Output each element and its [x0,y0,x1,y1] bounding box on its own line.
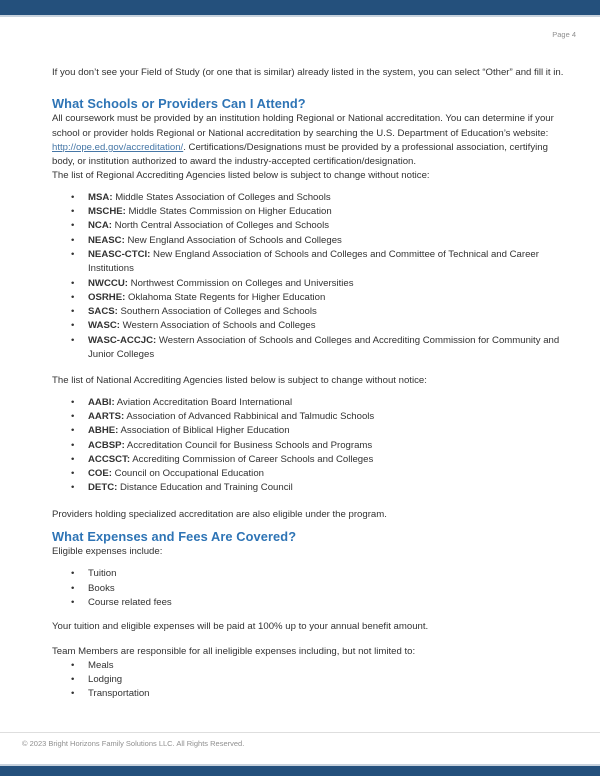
agency-abbreviation: MSA: [88,191,113,203]
list-item [52,319,567,333]
bullet-icon [71,424,74,438]
list-item [52,334,567,363]
list-item [52,277,567,291]
agency-name: Accrediting Commission of Career Schools and Colleges [132,453,374,465]
agency-name: New England Association of Schools and Colleges [127,234,342,246]
eligible-expenses-list [52,567,567,610]
expense-item: Transportation [88,688,150,700]
list-item [52,191,567,205]
schools-section-heading: What Schools or Providers Can I Attend? [52,96,306,112]
agency-abbreviation: WASC: [88,320,120,332]
accreditation-link[interactable]: http://ope.ed.gov/accreditation/ [52,141,184,153]
expense-item: Tuition [88,568,117,580]
bullet-icon [71,277,74,291]
agency-name: Accreditation Council for Business Schools and Programs [126,439,373,451]
list-item [52,291,567,305]
agency-abbreviation: NCA: [88,220,112,232]
agency-name: Western Association of Schools and Colleges [122,320,316,332]
agency-abbreviation: NEASC: [88,234,125,246]
bullet-icon [71,191,74,205]
agency-abbreviation: COE: [88,468,112,480]
bullet-icon [71,687,74,701]
bullet-icon [71,205,74,219]
bullet-icon [71,334,74,348]
agency-name: Southern Association of Colleges and Schools [120,306,317,318]
list-item [52,410,567,424]
expense-item: Lodging [88,674,123,686]
agency-abbreviation: AARTS: [88,410,125,422]
bullet-icon [71,234,74,248]
list-item [52,467,567,481]
agency-abbreviation: NEASC-CTCI: [88,248,151,260]
list-item [52,673,567,687]
agency-abbreviation: SACS: [88,306,118,318]
bullet-icon [71,319,74,333]
bullet-icon [71,481,74,495]
providers-note: Providers holding specialized accreditation are also eligible under the program. [52,508,387,520]
agency-name: Aviation Accreditation Board International [116,396,293,408]
list-item [52,582,567,596]
bullet-icon [71,410,74,424]
agency-name: North Central Association of Colleges and Schools [114,220,330,232]
payment-note: Your tuition and eligible expenses will be paid at 100% up to your annual benefit amount. [52,621,429,633]
bullet-icon [71,439,74,453]
bullet-icon [71,582,74,596]
agency-abbreviation: ACCSCT: [88,453,131,465]
agency-abbreviation: MSCHE: [88,206,126,218]
agency-abbreviation: WASC-ACCJC: [88,334,157,346]
eligible-expenses-intro: Eligible expenses include: [52,546,163,558]
expenses-section-heading: What Expenses and Fees Are Covered? [52,529,297,545]
regional-agencies-intro: The list of Regional Accrediting Agencies listed below is subject to change without notice: [52,170,430,182]
bullet-icon [71,219,74,233]
intro-paragraph: If you don’t see your Field of Study (or one that is similar) already listed in the system, you can select “Other” and fill it in. [52,67,564,78]
bullet-icon [71,467,74,481]
bullet-icon [71,248,74,262]
page-content [52,0,567,702]
agency-abbreviation: OSRHE: [88,291,126,303]
list-item [52,481,567,495]
bottom-accent-bar [0,764,600,776]
agency-abbreviation: AABI: [88,396,115,408]
ineligible-expenses-intro: Team Members are responsible for all ineligible expenses including, but not limited to: [52,645,416,657]
agency-abbreviation: ACBSP: [88,439,125,451]
copyright-text: © 2023 Bright Horizons Family Solutions LLC. All Rights Reserved. [22,739,245,748]
agency-name: Northwest Commission on Colleges and Universities [130,277,354,289]
list-item [52,439,567,453]
accreditation-text-before-link: All coursework must be provided by an institution holding Regional or National accreditation. You can determine if your school or provider holds Regional or National accreditation by searching the U.S. Department of Education’s website: [52,113,554,139]
list-item [52,205,567,219]
list-item [52,596,567,610]
accreditation-paragraph [52,112,567,169]
bullet-icon [71,659,74,673]
agency-name: Council on Occupational Education [114,468,264,480]
agency-name: Oklahoma State Regents for Higher Education [127,291,326,303]
list-item [52,305,567,319]
agency-name: Middle States Commission on Higher Education [128,206,332,218]
bullet-icon [71,305,74,319]
regional-agencies-list [52,191,567,363]
agency-abbreviation: DETC: [88,482,118,494]
list-item [52,567,567,581]
list-item [52,659,567,673]
agency-name: Distance Education and Training Council [119,482,293,494]
agency-name: Association of Biblical Higher Education [120,425,290,437]
footer-divider [0,732,600,733]
bullet-icon [71,453,74,467]
accreditation-text-after-link: . Certifications/Designations must be provided by a professional association, certifying body, or institution authorized to award the industry-accepted certification/designation. [52,141,548,168]
list-item [52,219,567,233]
list-item [52,453,567,467]
bullet-icon [71,673,74,687]
ineligible-expenses-list [52,659,567,702]
list-item [52,248,567,277]
bullet-icon [71,396,74,410]
page-number: Page 4 [552,30,576,39]
list-item [52,396,567,410]
expense-item: Books [88,582,115,594]
national-agencies-list [52,396,567,496]
list-item [52,234,567,248]
agency-name: Middle States Association of Colleges and Schools [115,191,331,203]
expense-item: Course related fees [88,596,172,608]
agency-name: New England Association of Schools and Colleges and Committee of Technical and Career Institutions [88,248,539,275]
bullet-icon [71,291,74,305]
national-agencies-intro: The list of National Accrediting Agencies listed below is subject to change without notice: [52,375,427,387]
agency-name: Western Association of Schools and Colleges and Accrediting Commission for Community and Junior Colleges [88,334,560,361]
list-item [52,687,567,701]
agency-name: Association of Advanced Rabbinical and Talmudic Schools [126,410,375,422]
agency-abbreviation: ABHE: [88,425,119,437]
bullet-icon [71,567,74,581]
bullet-icon [71,596,74,610]
list-item [52,424,567,438]
expense-item: Meals [88,659,114,671]
agency-abbreviation: NWCCU: [88,277,128,289]
